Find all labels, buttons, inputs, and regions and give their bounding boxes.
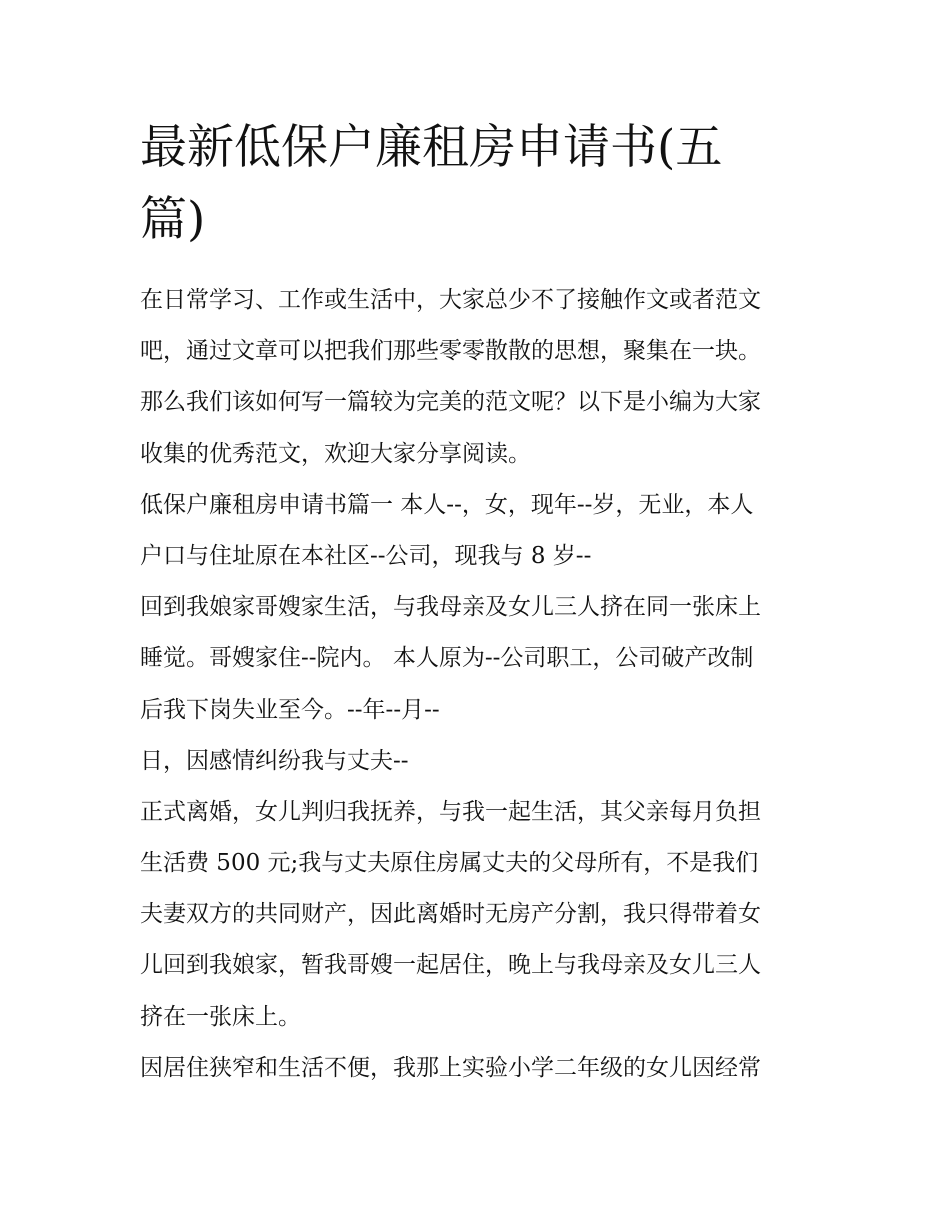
body-line-13: 夫妻双方的共同财产，因此离婚时无房产分割，我只得带着女 (140, 901, 761, 928)
title-line-1: 最新低保户廉租房申请书(五 (140, 120, 723, 175)
body-line-14: 儿回到我娘家，暂我哥嫂一起居住，晚上与我母亲及女儿三人 (140, 952, 761, 979)
body-line-15: 挤在一张床上。 (140, 1003, 301, 1030)
body-line-11: 正式离婚，女儿判归我抚养，与我一起生活，其父亲每月负担 (140, 798, 761, 825)
body-line-7: 回到我娘家哥嫂家生活，与我母亲及女儿三人挤在同一张床上 (140, 594, 761, 621)
body-line-16: 因居住狭窄和生活不便，我那上实验小学二年级的女儿因经常 (140, 1054, 761, 1081)
body-line-8: 睡觉。哥嫂家住--院内。 本人原为--公司职工，公司破产改制 (140, 645, 754, 672)
body-line-5: 低保户廉租房申请书篇一 本人--，女，现年--岁，无业，本人 (140, 491, 754, 518)
body-line-2: 吧，通过文章可以把我们那些零零散散的思想，聚集在一块。 (140, 338, 761, 365)
body-line-10: 日，因感情纠纷我与丈夫-- (140, 747, 409, 774)
body-line-6: 户口与住址原在本社区--公司，现我与 8 岁-- (140, 542, 592, 569)
body-line-4: 收集的优秀范文，欢迎大家分享阅读。 (140, 440, 531, 467)
body-line-12: 生活费 500 元;我与丈夫原住房属丈夫的父母所有，不是我们 (140, 850, 759, 877)
document-title (140, 112, 830, 256)
document-body (140, 275, 820, 1094)
body-line-9: 后我下岗失业至今。--年--月-- (140, 696, 440, 723)
body-line-3: 那么我们该如何写一篇较为完美的范文呢？以下是小编为大家 (140, 389, 761, 416)
body-line-1: 在日常学习、工作或生活中，大家总少不了接触作文或者范文 (140, 287, 761, 313)
title-line-2: 篇) (140, 192, 206, 247)
